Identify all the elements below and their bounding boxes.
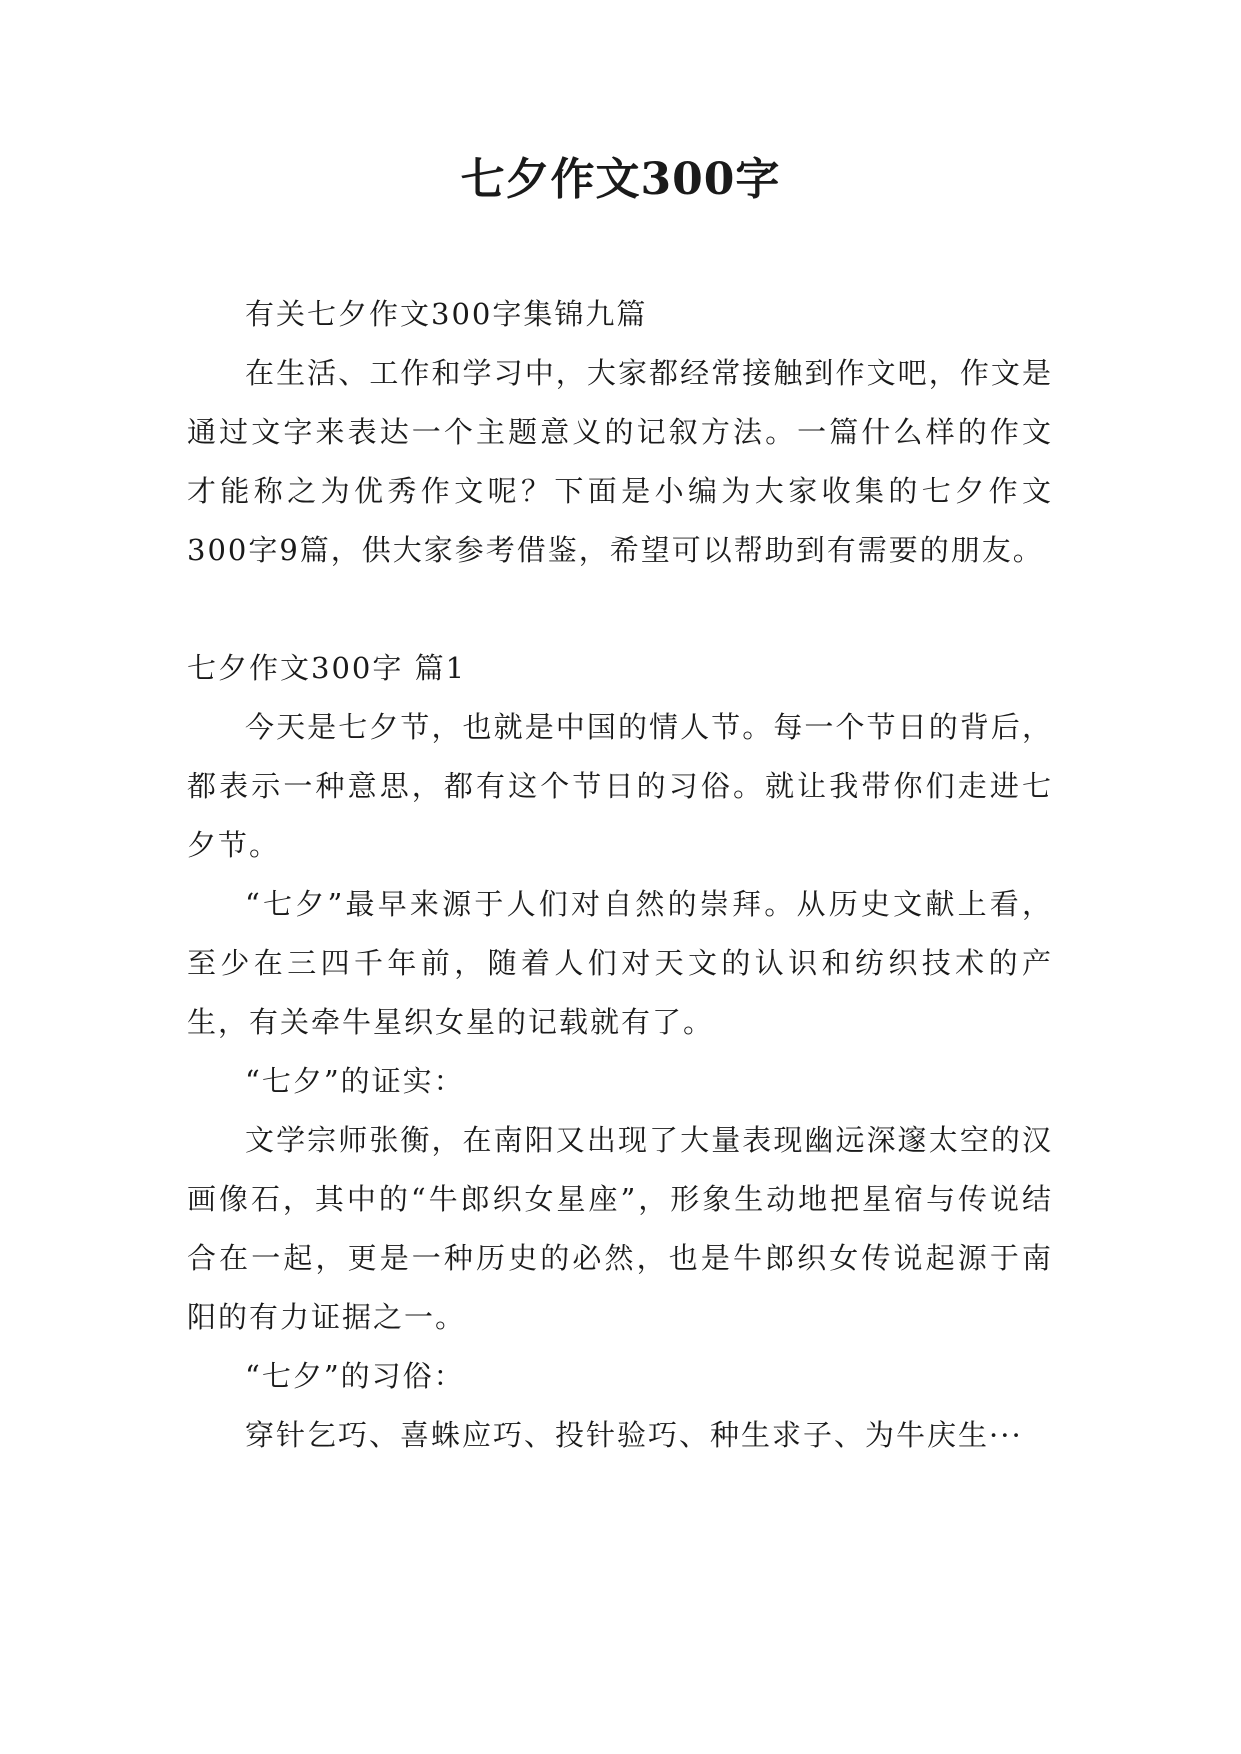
body-paragraph: “七夕”的证实： (245, 1064, 465, 1098)
intro-paragraph: 在生活、工作和学习中，大家都经常接触到作文吧，作文是通过文字来表达一个主题意义的记叙方法。一篇什么样的作文才能称之为优秀作文呢？下面是小编为大家收集的七夕作文300字9篇，供大家参考借鉴，希望可以帮助到有需要的朋友。 (187, 356, 1053, 567)
body-paragraph: 穿针乞巧、喜蛛应巧、投针验巧、种生求子、为牛庆生··· (245, 1418, 1023, 1452)
document-title: 七夕作文300字 (460, 154, 781, 205)
body-paragraph: “七夕”的习俗： (245, 1359, 465, 1393)
body-paragraph: “七夕”最早来源于人们对自然的崇拜。从历史文献上看，至少在三四千年前，随着人们对天文的认识和纺织技术的产生，有关牵牛星织女星的记载就有了。 (187, 887, 1053, 1039)
subtitle-paragraph: 有关七夕作文300字集锦九篇 (245, 297, 648, 331)
section-heading: 七夕作文300字 篇1 (187, 651, 467, 685)
body-paragraph: 文学宗师张衡，在南阳又出现了大量表现幽远深邃太空的汉画像石，其中的“牛郎织女星座”，形象生动地把星宿与传说结合在一起，更是一种历史的必然，也是牛郎织女传说起源于南阳的有力证据之一。 (187, 1123, 1053, 1334)
body-paragraph: 今天是七夕节，也就是中国的情人节。每一个节日的背后，都表示一种意思，都有这个节日的习俗。就让我带你们走进七夕节。 (187, 710, 1053, 862)
document-body (187, 285, 1053, 1465)
section-spacer (187, 580, 1053, 639)
